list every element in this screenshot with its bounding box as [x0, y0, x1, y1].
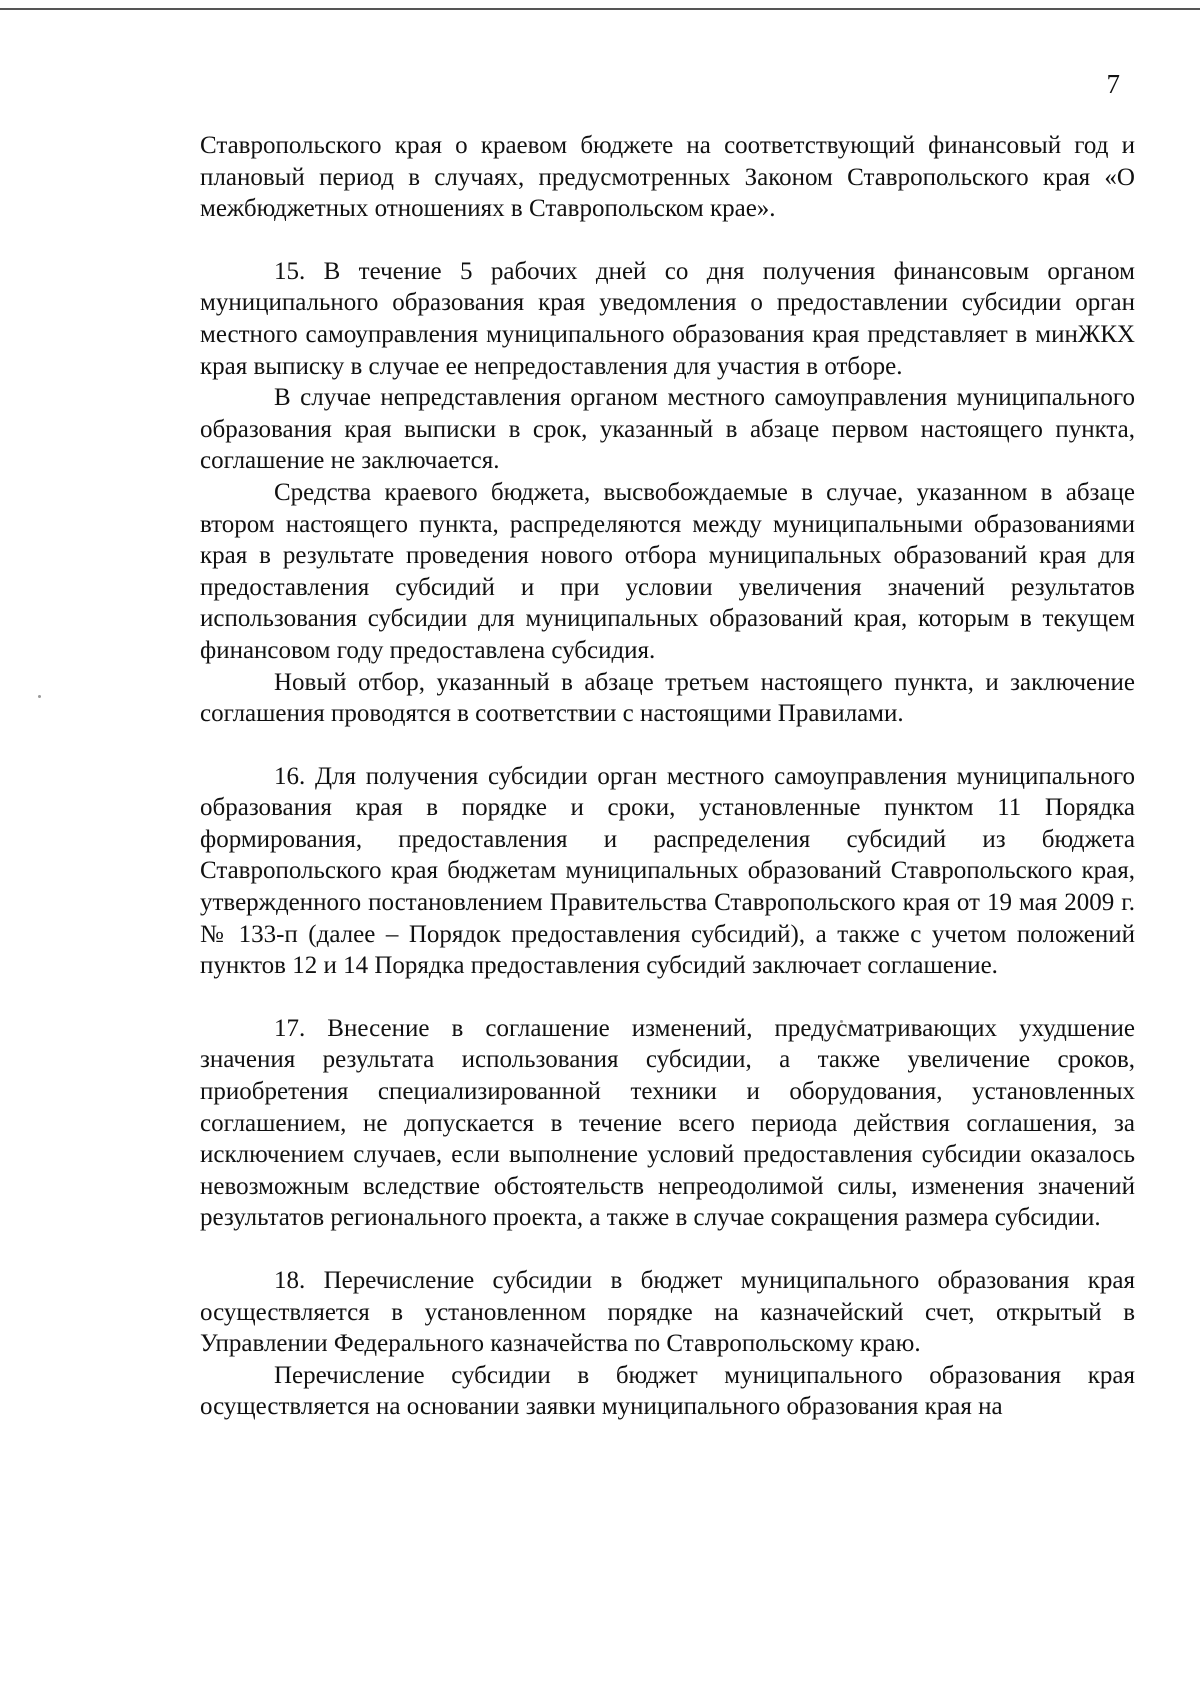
scan-speck: [38, 695, 41, 698]
paragraph-16: 16. Для получения субсидии орган местного самоуправления муниципального образования края в порядке и сроки, установленные пунктом 11 Порядка формирования, предоставления и распределения субсидий из бюджета Ставропольского края бюджетам муниципальных образований Ставропольского края, утвержденного постановлением Правительства Ставропольского края от 19 мая 2009 г. № 133-п (далее – Порядок предоставления субсидий), а также с учетом положений пунктов 12 и 14 Порядка предоставления субсидий заключает соглашение.: [200, 762, 1135, 980]
section-gap: [200, 730, 1135, 761]
paragraph-18-2: Перечисление субсидии в бюджет муниципального образования края осуществляется на основании заявки муниципального образования края на: [200, 1361, 1135, 1421]
document-body: [200, 130, 1135, 1423]
paragraph-intro: Ставропольского края о краевом бюджете на соответствующий финансовый год и плановый период в случаях, предусмотренных Законом Ставропольского края «О межбюджетных отношениях в Ставропольском крае».: [200, 132, 1135, 223]
paragraph-15-1: 15. В течение 5 рабочих дней со дня получения финансовым органом муниципального образования края уведомления о предоставлении субсидии орган местного самоуправления муниципального образования края представляет в минЖКХ края выписку в случае ее непредоставления для участия в отборе.: [200, 257, 1135, 380]
section-gap: [200, 225, 1135, 256]
paragraph-15-2: В случае непредставления органом местного самоуправления муниципального образования края выписки в срок, указанный в абзаце первом настоящего пункта, соглашение не заключается.: [200, 384, 1135, 475]
top-edge-rule: [0, 8, 1200, 10]
section-gap: [200, 1234, 1135, 1265]
section-gap: [200, 982, 1135, 1013]
paragraph-17: 17. Внесение в соглашение изменений, предусматривающих ухудшение значения результата использования субсидии, а также увеличение сроков, приобретения специализированной техники и оборудования, установленных соглашением, не допускается в течение всего периода действия соглашения, за исключением случаев, если выполнение условий предоставления субсидии оказалось невозможным вследствие обстоятельств непреодолимой силы, изменения значений результатов регионального проекта, а также в случае сокращения размера субсидии.: [200, 1014, 1135, 1232]
page-number: 7: [1106, 69, 1120, 99]
paragraph-15-3: Средства краевого бюджета, высвобождаемые в случае, указанном в абзаце втором настоящего пункта, распределяются между муниципальными образованиями края в результате проведения нового отбора муниципальных образований края для предоставления субсидий и при условии увеличения значений результатов использования субсидии для муниципальных образований края, которым в текущем финансовом году предоставлена субсидия.: [200, 478, 1135, 664]
paragraph-18-1: 18. Перечисление субсидии в бюджет муниципального образования края осуществляется в установленном порядке на казначейский счет, открытый в Управлении Федерального казначейства по Ставропольскому краю.: [200, 1267, 1135, 1358]
paragraph-15-4: Новый отбор, указанный в абзаце третьем настоящего пункта, и заключение соглашения проводятся в соответствии с настоящими Правилами.: [200, 668, 1135, 728]
